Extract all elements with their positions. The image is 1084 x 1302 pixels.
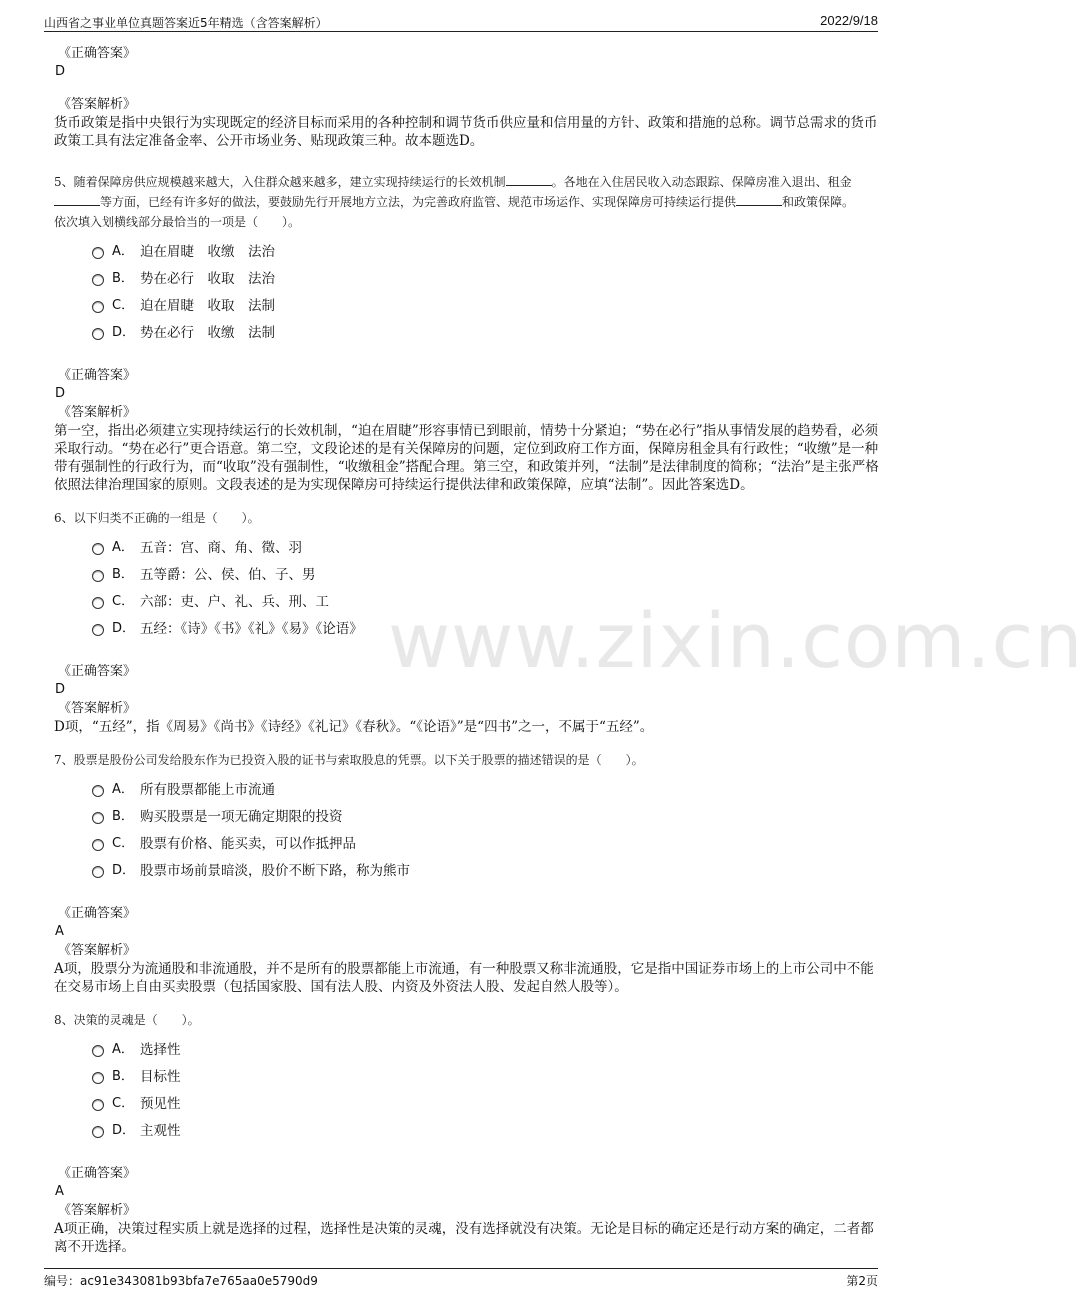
answer-label: 《正确答案》	[58, 1166, 137, 1181]
radio-icon[interactable]	[92, 597, 104, 609]
option-c[interactable]: C． 预见性	[92, 1088, 880, 1115]
radio-icon[interactable]	[92, 1126, 104, 1138]
answer-label: 《正确答案》	[58, 46, 137, 61]
radio-icon[interactable]	[92, 1099, 104, 1111]
question-5-part-a: 5、随着保障房供应规模越来越大，入住群众越来越多，建立实现持续运行的长效机制	[54, 175, 506, 189]
radio-icon[interactable]	[92, 301, 104, 313]
question-6-options	[92, 532, 880, 640]
question-6-text: 6、以下归类不正确的一组是（ ）。	[54, 511, 260, 525]
document-date: 2022/9/18	[820, 13, 878, 28]
question-5-prompt: 依次填入划横线部分最恰当的一项是（ ）。	[54, 215, 301, 229]
question-8-text: 8、决策的灵魂是（ ）。	[54, 1013, 200, 1027]
explanation-text: A项，股票分为流通股和非流通股，并不是所有的股票都能上市流通，有一种股票又称非流通股，它是指中国证券市场上的上市公司中不能在交易市场上自由买卖股票（包括国家股、国有法人股、内资及外资法人股、发起自然人股等）。	[54, 961, 874, 995]
option-c[interactable]: C． 六部：吏、户、礼、兵、刑、工	[92, 586, 880, 613]
document-title: 山西省之事业单位真题答案近5年精选（含答案解析）	[44, 16, 328, 30]
page-number: 第2页	[846, 1274, 878, 1288]
question-5-part-b: 。各地在入住居民收入动态跟踪、保障房准入退出、租金	[551, 175, 852, 189]
option-d[interactable]: D． 股票市场前景暗淡，股价不断下路，称为熊市	[92, 855, 880, 882]
document-code: 编号：ac91e343081b93bfa7e765aa0e5790d9	[44, 1274, 318, 1288]
question-5-text	[54, 172, 880, 212]
radio-icon[interactable]	[92, 624, 104, 636]
radio-icon[interactable]	[92, 328, 104, 340]
radio-icon[interactable]	[92, 1072, 104, 1084]
page-content	[54, 44, 880, 1256]
answer-label: 《正确答案》	[58, 368, 137, 383]
explanation-text: 货币政策是指中央银行为实现既定的经济目标而采用的各种控制和调节货币供应量和信用量的方针、政策和措施的总称。调节总需求的货币政策工具有法定准备金率、公开市场业务、贴现政策三种。故本题选D。	[54, 115, 878, 149]
radio-icon[interactable]	[92, 785, 104, 797]
radio-icon[interactable]	[92, 1045, 104, 1057]
option-a[interactable]: A． 选择性	[92, 1034, 880, 1061]
radio-icon[interactable]	[92, 839, 104, 851]
radio-icon[interactable]	[92, 812, 104, 824]
answer-value: D	[55, 682, 66, 697]
blank-line	[736, 194, 782, 206]
option-a[interactable]: A． 五音：宫、商、角、徵、羽	[92, 532, 880, 559]
option-d[interactable]: D． 势在必行 收缴 法制	[92, 317, 880, 344]
question-5-options	[92, 236, 880, 344]
radio-icon[interactable]	[92, 247, 104, 259]
answer-value: A	[55, 924, 64, 939]
question-7-text: 7、股票是股份公司发给股东作为已投资入股的证书与索取股息的凭票。以下关于股票的描述错误的是（ ）。	[54, 753, 644, 767]
option-c[interactable]: C． 迫在眉睫 收取 法制	[92, 290, 880, 317]
option-d[interactable]: D． 主观性	[92, 1115, 880, 1142]
explanation-text: D项，“五经”，指《周易》《尚书》《诗经》《礼记》《春秋》。“《论语》”是“四书”之一，不属于“五经”。	[54, 719, 654, 735]
radio-icon[interactable]	[92, 274, 104, 286]
option-a[interactable]: A． 迫在眉睫 收缴 法治	[92, 236, 880, 263]
option-b[interactable]: B． 购买股票是一项无确定期限的投资	[92, 801, 880, 828]
answer-label: 《正确答案》	[58, 906, 137, 921]
option-c[interactable]: C． 股票有价格、能买卖，可以作抵押品	[92, 828, 880, 855]
answer-value: D	[55, 386, 66, 401]
answer-label: 《正确答案》	[58, 664, 137, 679]
explanation-label: 《答案解析》	[58, 1203, 137, 1218]
option-d[interactable]: D． 五经：《诗》《书》《礼》《易》《论语》	[92, 613, 880, 640]
explanation-text: A项正确，决策过程实质上就是选择的过程，选择性是决策的灵魂，没有选择就没有决策。无论是目标的确定还是行动方案的确定，二者都离不开选择。	[54, 1221, 874, 1255]
page-header	[44, 12, 878, 32]
option-a[interactable]: A． 所有股票都能上市流通	[92, 774, 880, 801]
page-footer	[44, 1268, 878, 1290]
explanation-label: 《答案解析》	[58, 97, 137, 112]
option-b[interactable]: B． 五等爵：公、侯、伯、子、男	[92, 559, 880, 586]
radio-icon[interactable]	[92, 866, 104, 878]
blank-line	[506, 174, 552, 186]
radio-icon[interactable]	[92, 570, 104, 582]
option-b[interactable]: B． 势在必行 收取 法治	[92, 263, 880, 290]
option-b[interactable]: B． 目标性	[92, 1061, 880, 1088]
question-8-options	[92, 1034, 880, 1142]
question-5-part-c: 等方面，已经有许多好的做法，要鼓励先行开展地方立法，为完善政府监管、规范市场运作、实现保障房可持续运行提供	[100, 195, 737, 209]
watermark: www.zixin.com.cn	[388, 596, 1084, 685]
answer-value: A	[55, 1184, 64, 1199]
explanation-text: 第一空，指出必须建立实现持续运行的长效机制，“迫在眉睫”形容事情已到眼前，情势十分紧迫；“势在必行”指从事情发展的趋势看，必须采取行动。“势在必行”更合语意。第二空，文段论述的是有关保障房的问题，定位到政府工作方面，保障房租金具有行政性；“收缴”是一种带有强制性的行政行为，而“收取”没有强制性，“收缴租金”搭配合理。第三空，和政策并列，“法制”是法律制度的简称；“法治”是主张严格依照法律治理国家的原则。文段表述的是为实现保障房可持续运行提供法律和政策保障，应填“法制”。因此答案选D。	[54, 423, 879, 493]
answer-value: D	[55, 64, 66, 79]
radio-icon[interactable]	[92, 543, 104, 555]
explanation-label: 《答案解析》	[58, 943, 137, 958]
question-7-options	[92, 774, 880, 882]
explanation-label: 《答案解析》	[58, 701, 137, 716]
blank-line	[54, 194, 100, 206]
question-5-part-d: 和政策保障。	[782, 195, 855, 209]
explanation-label: 《答案解析》	[58, 405, 137, 420]
